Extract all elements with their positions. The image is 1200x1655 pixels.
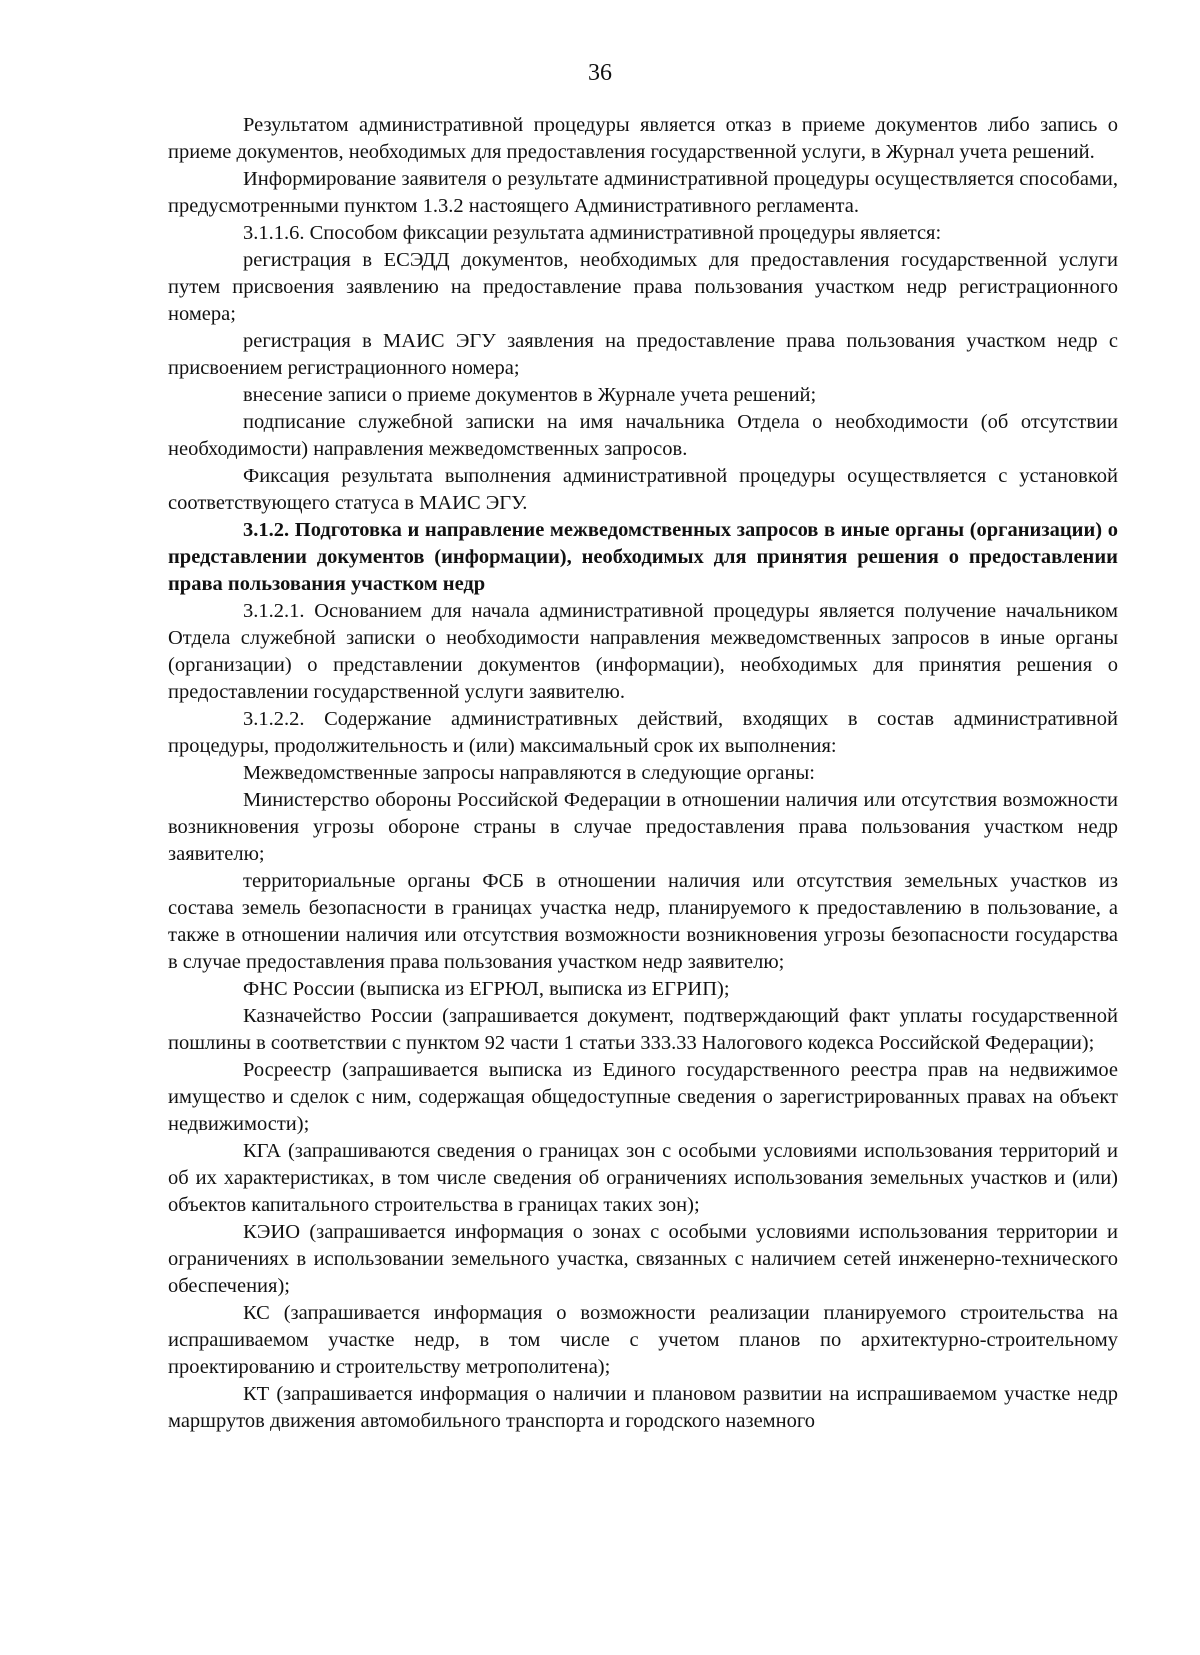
list-item-ministry-defense: Министерство обороны Российской Федерации в отношении наличия или отсутствия возможности возникновения угрозы обороне страны в случае предоставления права пользования участком недр заявителю;: [168, 789, 1118, 865]
list-item-fns: ФНС России (выписка из ЕГРЮЛ, выписка из ЕГРИП);: [243, 978, 730, 1000]
paragraph-3-1-2-2: 3.1.2.2. Содержание административных действий, входящих в состав административной процедуры, продолжительность и (или) максимальный срок их выполнения:: [168, 708, 1118, 757]
list-item-kt: КТ (запрашивается информация о наличии и плановом развитии на испрашиваемом участке недр маршрутов движения автомобильного транспорта и городского наземного: [168, 1383, 1118, 1432]
paragraph-3-1-1-6: 3.1.1.6. Способом фиксации результата административной процедуры является:: [243, 222, 942, 244]
paragraph-requests-intro: Межведомственные запросы направляются в следующие органы:: [243, 762, 815, 784]
list-item-ks: КС (запрашивается информация о возможности реализации планируемого строительства на испрашиваемом участке недр, в том числе с учетом планов по архитектурно-строительному проектированию и строительству метрополитена);: [168, 1302, 1118, 1378]
list-item-keio: КЭИО (запрашивается информация о зонах с особыми условиями использования территории и ограничениях в использовании земельного участка, связанных с наличием сетей инженерно-технического обеспечения);: [168, 1221, 1118, 1297]
list-item-fsb: территориальные органы ФСБ в отношении наличия или отсутствия земельных участков из состава земель безопасности в границах участка недр, планируемого к предоставлению в пользование, а также в отношении наличия или отсутствия возможности возникновения угрозы безопасности государства в случае предоставления права пользования участком недр заявителю;: [168, 870, 1118, 973]
list-item-treasury: Казначейство России (запрашивается документ, подтверждающий факт уплаты государственной пошлины в соответствии с пунктом 92 части 1 статьи 333.33 Налогового кодекса Российской Федерации);: [168, 1005, 1118, 1054]
list-item-mais-registration: регистрация в МАИС ЭГУ заявления на предоставление права пользования участком недр с присвоением регистрационного номера;: [168, 330, 1118, 379]
list-item-memo-signing: подписание служебной записки на имя начальника Отдела о необходимости (об отсутствии необходимости) направления межведомственных запросов.: [168, 411, 1118, 460]
paragraph-3-1-2-1: 3.1.2.1. Основанием для начала административной процедуры является получение начальником Отдела служебной записки о необходимости направления межведомственных запросов в иные органы (организации) о представлении документов (информации), необходимых для принятия решения о предоставлении государственной услуги заявителю.: [168, 600, 1118, 703]
list-item-kga: КГА (запрашиваются сведения о границах зон с особыми условиями использования территорий и об их характеристиках, в том числе сведения об ограничениях использования земельных участков и (или) объектов капитального строительства в границах таких зон);: [168, 1140, 1118, 1216]
paragraph-result: Результатом административной процедуры является отказ в приеме документов либо запись о приеме документов, необходимых для предоставления государственной услуги, в Журнал учета решений.: [168, 114, 1118, 163]
list-item-rosreestr: Росреестр (запрашивается выписка из Единого государственного реестра прав на недвижимое имущество и сделок с ним, содержащая общедоступные сведения о зарегистрированных правах на объект недвижимости);: [168, 1059, 1118, 1135]
document-body: [168, 112, 1118, 1435]
page-number: 36: [588, 60, 612, 86]
paragraph-fixation: Фиксация результата выполнения административной процедуры осуществляется с установкой соответствующего статуса в МАИС ЭГУ.: [168, 465, 1118, 514]
paragraph-informing: Информирование заявителя о результате административной процедуры осуществляется способами, предусмотренными пунктом 1.3.2 настоящего Административного регламента.: [168, 168, 1118, 217]
list-item-journal-entry: внесение записи о приеме документов в Журнале учета решений;: [243, 384, 817, 406]
list-item-esedd-registration: регистрация в ЕСЭДД документов, необходимых для предоставления государственной услуги путем присвоения заявлению на предоставление права пользования участком недр регистрационного номера;: [168, 249, 1118, 325]
section-heading-3-1-2: 3.1.2. Подготовка и направление межведомственных запросов в иные органы (организации) о представлении документов (информации), необходимых для принятия решения о предоставлении права пользования участком недр: [168, 519, 1118, 595]
